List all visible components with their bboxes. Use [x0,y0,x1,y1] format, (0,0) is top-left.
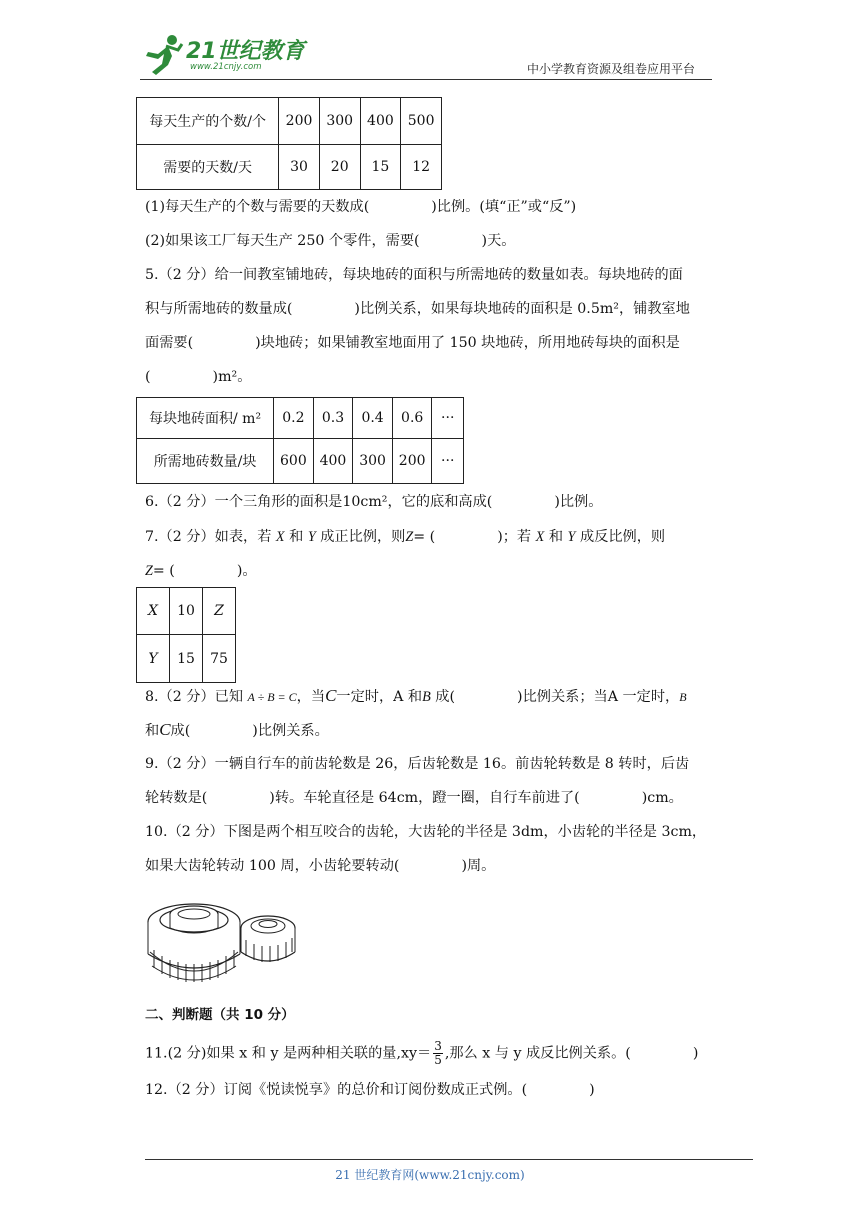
table-cell: 0.3 [313,398,353,439]
table-cell: 500 [401,98,442,145]
q5-line3 [145,333,680,353]
q7-text: 7.（2 分）如表，若 [145,529,272,545]
q8-line2-text-2: 成( [170,723,191,739]
cell-text: Y [148,650,158,667]
q4-sub2-text: (2)如果该工厂每天生产 250 个零件，需要( [145,233,420,249]
xyz-table [136,587,236,683]
q5-line3-end: )块地砖；如果铺教室地面用了 150 块地砖，所用地砖每块的面积是 [255,335,680,351]
q7-end: )。 [236,563,257,579]
q8-text-3: 一定时，A 和 [336,689,423,705]
q7-and: 和 [548,529,564,545]
q4-sub2-end: )天。 [481,233,516,249]
small-gear-icon [241,916,295,962]
q5-line2 [145,299,690,319]
var-x: X [535,529,545,545]
q5-line4-text: ( [145,369,151,385]
q7-text-3: )；若 [497,529,532,545]
q5-line3-text: 面需要( [145,335,194,351]
cell-text: Z [214,603,224,619]
table-cell: 200 [392,439,432,484]
q7-line2 [145,561,257,581]
q8-line2-text: 和 [145,723,160,739]
gears-illustration [140,890,300,990]
q6-text: 6.（2 分）一个三角形的面积是 [145,494,343,510]
q9-line2 [145,788,683,808]
q8-text-4: 成( [435,689,456,705]
var-c: C [159,720,171,739]
q6-end: )比例。 [554,494,603,510]
q10-line2-text: 如果大齿轮转动 100 周，小齿轮要转动( [145,858,400,874]
var-b: B [679,690,687,704]
table-cell: 需要的天数/天 [137,145,279,190]
header-logo [138,30,318,80]
logo-text: 21世纪教育 [186,39,305,64]
table-cell: 30 [279,145,320,190]
q12-end: ) [589,1082,595,1098]
q7-and: 和 [289,529,304,545]
q5-line1: 5.（2 分）给一间教室铺地砖，每块地砖的面积与所需地砖的数量如表。每块地砖的面 [145,267,683,283]
q9-line2-text-2: )转。车轮直径是 64cm，蹬一圈，自行车前进了( [269,790,580,806]
q4-sub1-end: )比例。(填“正”或“反”) [431,199,577,215]
var-y: Y [567,529,576,545]
var-b: B [422,689,431,705]
table-cell: ··· [432,398,464,439]
q9-line2-text: 轮转数是( [145,790,208,806]
q7-text-2: 成正比例，则 [320,529,406,545]
q8-text-2: ，当 [296,689,326,705]
q10-line2-end: )周。 [461,858,496,874]
var-z: Z [145,563,153,579]
fraction [433,1040,443,1067]
table-cell [203,588,236,635]
var-z: Z [405,529,414,545]
q4-sub2 [145,231,515,251]
runner-logo-icon [138,32,186,76]
q7-eq: = ( [413,529,436,545]
q5-line2-text: 积与所需地砖的数量成( [145,301,293,317]
table-cell: 10 [170,588,203,635]
platform-title: 中小学教育资源及组卷应用平台 [527,62,696,76]
footer-divider [145,1159,753,1160]
table-cell: 每块地砖面积/ m² [137,398,274,439]
q9-line2-end: )cm。 [641,790,683,806]
section-title: 二、判断题（共 10 分） [145,1007,295,1023]
q4-sub1 [145,197,576,217]
table-cell: 0.2 [274,398,314,439]
q10-line1: 10.（2 分）下图是两个相互咬合的齿轮，大齿轮的半径是 3dm，小齿轮的半径是 3cm， [145,824,707,840]
q10-line2 [145,856,495,876]
q5-line4 [145,367,251,387]
q7-eq: = ( [152,563,175,579]
tile-table [136,397,464,484]
q12 [145,1080,595,1100]
table-cell: 15 [170,635,203,683]
q6-area: 10cm² [342,494,388,510]
q9-line1: 9.（2 分）一辆自行车的前齿轮数是 26，后齿轮数是 16。前齿轮转数是 8 转时，后齿 [145,756,690,772]
footer-text: 21 世纪教育网(www.21cnjy.com) [335,1168,525,1182]
cell-text: X [148,603,158,619]
table-cell [137,635,170,683]
q7-line1 [145,527,665,547]
production-table [136,97,442,190]
logo-url: www.21cnjy.com [190,62,262,72]
q12-text: 12.（2 分）订阅《悦读悦享》的总价和订阅份数成正式例。( [145,1082,528,1098]
table-cell: 600 [274,439,314,484]
table-cell: ··· [432,439,464,484]
table-cell: 75 [203,635,236,683]
table-cell: 400 [313,439,353,484]
var-x: X [275,529,285,545]
q8-line2-end: )比例关系。 [252,723,329,739]
table-cell: 12 [401,145,442,190]
q7-text-4: 成反比例，则 [579,529,666,545]
q11-end: ) [692,1045,699,1062]
table-cell: 所需地砖数量/块 [137,439,274,484]
table-cell: 400 [360,98,401,145]
var-y: Y [307,529,316,545]
q8-line1 [145,686,687,707]
table-cell: 15 [360,145,401,190]
q6-text-2: ，它的底和高成( [387,494,493,510]
q8-formula: A ÷ B = C [247,690,297,704]
q5-line2-end: )比例关系，如果每块地砖的面积是 0.5m²，铺教室地 [354,301,690,317]
q8-text-5: )比例关系；当A 一定时， [517,689,680,705]
q11-text: 11.(2 分)如果 x 和 y 是两种相关联的量,xy＝ [145,1045,432,1062]
fraction-numerator: 3 [434,1039,442,1053]
table-cell: 0.6 [392,398,432,439]
table-cell: 200 [279,98,320,145]
fraction-denominator: 5 [434,1053,442,1067]
header-divider [140,79,712,80]
table-cell: 300 [319,98,360,145]
q11-text-2: ,那么 x 与 y 成反比例关系。( [444,1045,631,1062]
table-cell [137,588,170,635]
q4-sub1-text: (1)每天生产的个数与需要的天数成( [145,199,370,215]
q8-text: 8.（2 分）已知 [145,689,244,705]
table-cell: 20 [319,145,360,190]
q6 [145,492,602,512]
q11 [145,1040,698,1067]
table-cell: 0.4 [353,398,393,439]
large-gear-icon [148,904,240,982]
table-cell: 300 [353,439,393,484]
table-cell: 每天生产的个数/个 [137,98,279,145]
q5-line4-end: )m²。 [212,369,252,385]
q8-line2 [145,720,329,741]
var-c: C [325,686,337,705]
